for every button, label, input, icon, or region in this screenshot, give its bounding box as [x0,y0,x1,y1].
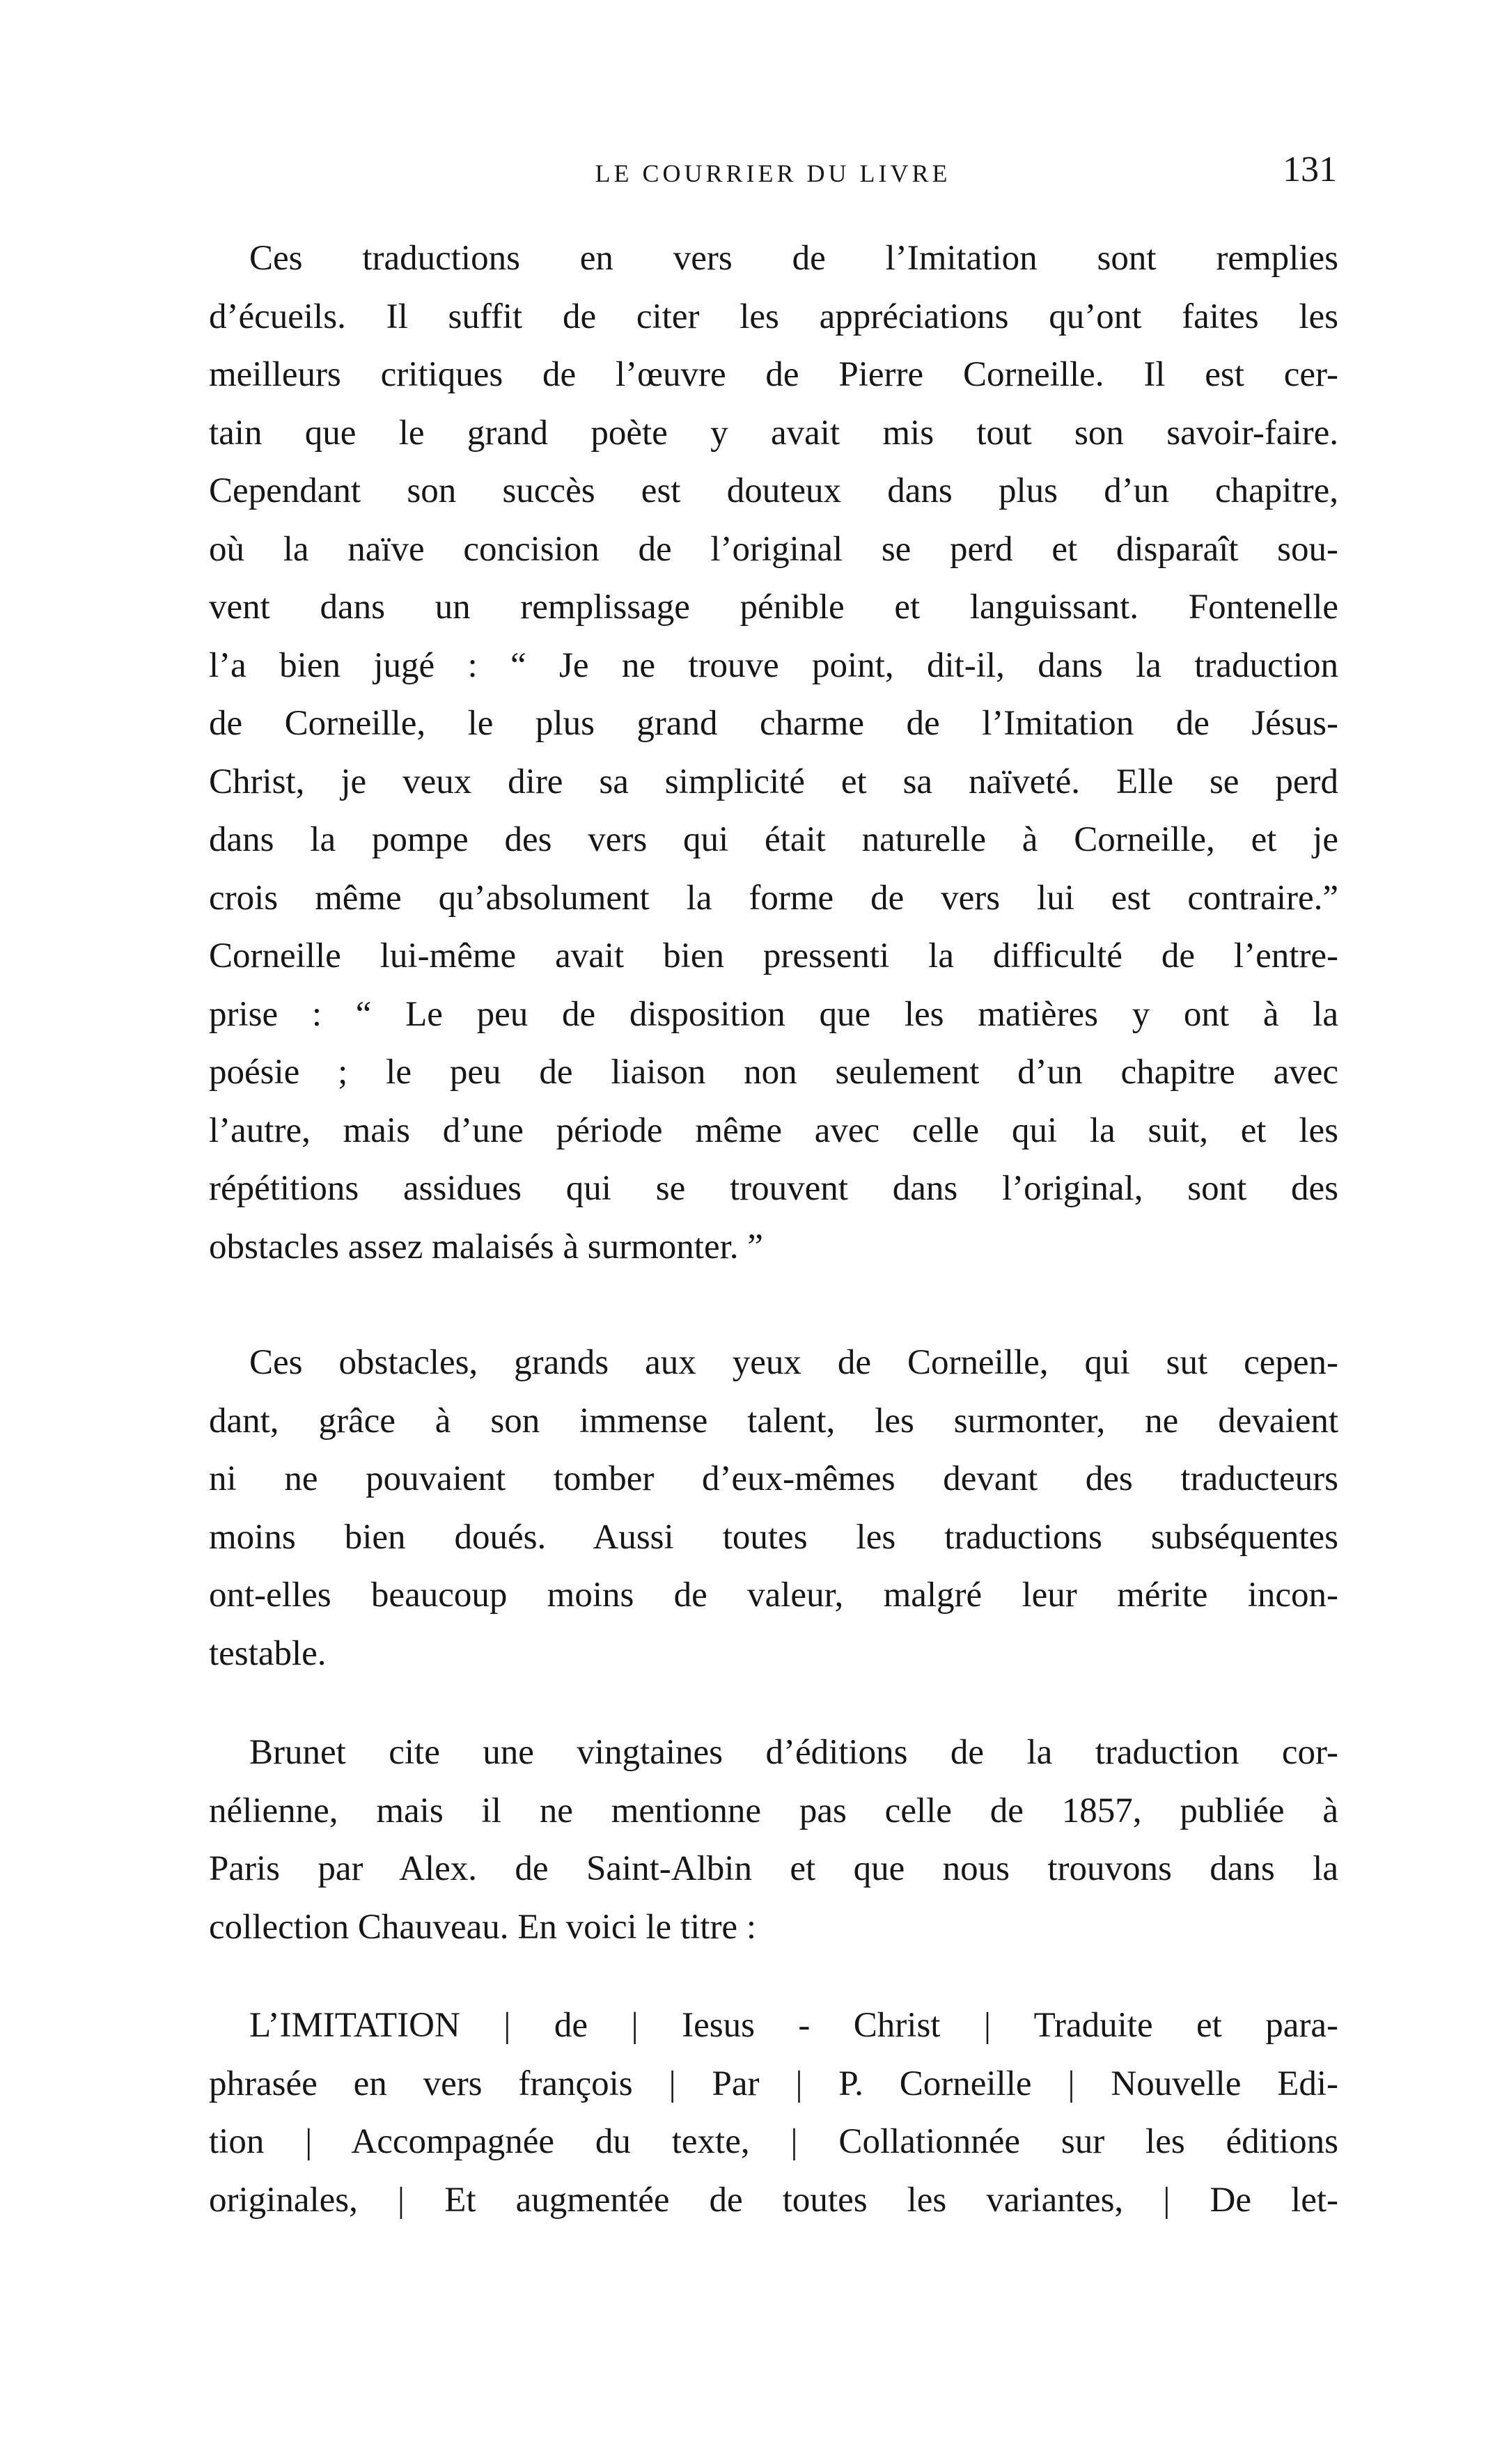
text-line: collection Chauveau. En voici le titre : [209,1907,756,1947]
text-line: originales, | Et augmentée de toutes les variantes, | De let- [209,2180,1338,2220]
text-line: Paris par Alex. de Saint-Albin et que nous trouvons dans la [209,1849,1338,1888]
text-line: obstacles assez malaisés à surmonter. ” [209,1227,763,1266]
running-head [209,145,1337,194]
text-line: moins bien doués. Aussi toutes les traductions subséquentes [209,1517,1338,1557]
text-line: nélienne, mais il ne mentionne pas celle de 1857, publiée à [209,1791,1338,1830]
text-line: tion | Accompagnée du texte, | Collationnée sur les éditions [209,2122,1338,2161]
text-line: l’autre, mais d’une période même avec celle qui la suit, et les [209,1111,1338,1150]
text-line: testable. [209,1633,327,1673]
text-line: Corneille lui-même avait bien pressenti la difficulté de l’entre- [209,936,1338,975]
text-line: Cependant son succès est douteux dans plus d’un chapitre, [209,471,1338,510]
paragraph-4 [209,1997,1338,2229]
text-line: phrasée en vers françois | Par | P. Corneille | Nouvelle Edi- [209,2064,1338,2103]
text-line: vent dans un remplissage pénible et languissant. Fontenelle [209,588,1338,627]
text-line: crois même qu’absolument la forme de vers lui est contraire.” [209,878,1338,918]
text-line: tain que le grand poète y avait mis tout son savoir-faire. [209,413,1338,453]
paragraph-2 [209,1334,1338,1683]
text-line: poésie ; le peu de liaison non seulement d’un chapitre avec [209,1053,1338,1092]
page-number: 131 [1283,150,1337,189]
text-line: ni ne pouvaient tomber d’eux-mêmes devant des traducteurs [209,1459,1338,1498]
paragraph-3 [209,1724,1338,1956]
text-line: L’IMITATION | de | Iesus - Christ | Traduite et para- [249,2006,1338,2045]
text-line: d’écueils. Il suffit de citer les appréciations qu’ont faites les [209,297,1338,336]
text-line: dans la pompe des vers qui était naturelle à Corneille, et je [209,820,1338,859]
text-line: Brunet cite une vingtaines d’éditions de la traduction cor- [249,1733,1338,1772]
text-line: ont-elles beaucoup moins de valeur, malgré leur mérite incon- [209,1576,1338,1615]
paragraph-1 [209,230,1338,1276]
text-line: prise : “ Le peu de disposition que les matières y ont à la [209,994,1338,1034]
running-title: LE COURRIER DU LIVRE [595,159,951,187]
text-line: meilleurs critiques de l’œuvre de Pierre Corneille. Il est cer- [209,355,1338,394]
text-line: de Corneille, le plus grand charme de l’Imitation de Jésus- [209,704,1338,743]
text-line: où la naïve concision de l’original se perd et disparaît sou- [209,529,1338,569]
text-line: Ces obstacles, grands aux yeux de Corneille, qui sut cepen- [249,1343,1338,1382]
text-line: Ces traductions en vers de l’Imitation sont remplies [249,239,1338,278]
text-line: l’a bien jugé : “ Je ne trouve point, dit-il, dans la traduction [209,645,1338,685]
text-line: répétitions assidues qui se trouvent dans l’original, sont des [209,1169,1338,1208]
text-line: dant, grâce à son immense talent, les surmonter, ne devaient [209,1401,1338,1441]
text-line: Christ, je veux dire sa simplicité et sa naïveté. Elle se perd [209,762,1338,801]
